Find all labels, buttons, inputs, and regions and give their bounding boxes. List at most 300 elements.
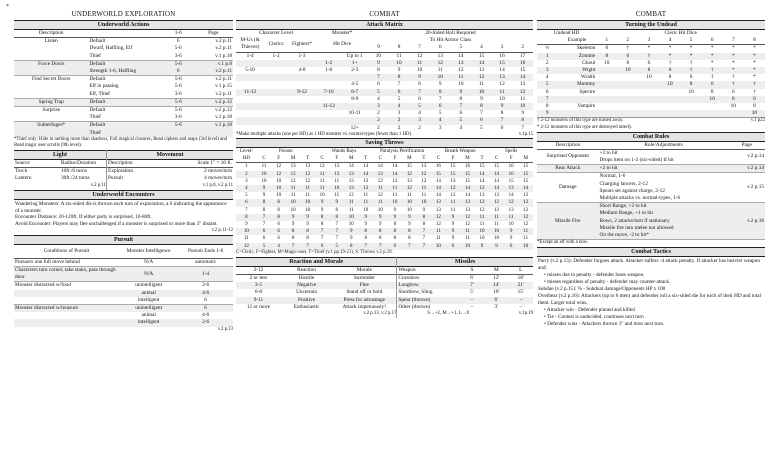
attack-mu-level bbox=[236, 125, 264, 132]
attack-roll-value: 14 bbox=[520, 74, 526, 81]
saves-value: 13 bbox=[290, 164, 296, 170]
turning-result bbox=[638, 89, 659, 96]
saves-value: 11 bbox=[465, 236, 470, 242]
turning-result bbox=[596, 96, 617, 103]
saves-value: 15 bbox=[435, 171, 441, 177]
saves-value: 14 bbox=[464, 185, 470, 191]
saves-value: 13 bbox=[435, 200, 441, 206]
saves-value: 11 bbox=[392, 185, 398, 191]
attack-roll-value: 6 bbox=[438, 103, 442, 110]
turning-result: 10 bbox=[688, 88, 694, 95]
actions-footnote: *Thief only: Hide in nothing more than shadows, Foil magical closures, Read ciphers and maps (3rd level) and Read magic user scrolls (9th level). bbox=[14, 136, 228, 148]
turning-result: * bbox=[731, 45, 735, 52]
saves-value: 7 bbox=[262, 214, 266, 220]
attack-roll-value: 9 bbox=[377, 59, 380, 66]
attack-cleric-level bbox=[264, 89, 288, 96]
action-condition: Elf in passing bbox=[89, 83, 119, 90]
table-row bbox=[14, 175, 106, 182]
saves-value: 12 bbox=[377, 178, 383, 184]
attack-mu-level: 11-12 bbox=[244, 88, 257, 95]
pursuit-ends: 4-6 bbox=[202, 312, 210, 319]
turning-result bbox=[681, 96, 702, 103]
turning-result: † bbox=[710, 67, 714, 74]
movement-rate: 4 moves/turn bbox=[204, 175, 232, 182]
saves-value: 8 bbox=[291, 236, 295, 242]
actions-header-page: Page bbox=[194, 30, 233, 38]
action-roll: 3-6 bbox=[174, 114, 182, 121]
saves-value: 12 bbox=[464, 221, 470, 227]
table-row bbox=[236, 235, 533, 242]
missile-weapon: Longbow bbox=[398, 282, 419, 289]
reaction-heading: Reaction and Morale bbox=[236, 257, 396, 267]
attack-roll-value: 10 bbox=[499, 95, 505, 102]
reaction-roll: 12 or more bbox=[246, 303, 271, 310]
rule-adjustment: +2 to hit bbox=[599, 165, 618, 172]
pursuit-condition bbox=[14, 319, 119, 326]
attack-roll-value: 16 bbox=[520, 59, 526, 66]
saves-group-paralysis: Paralysis Petrification bbox=[380, 148, 425, 154]
rule-description: Damage bbox=[558, 184, 577, 191]
action-roll: 5-6 bbox=[174, 98, 182, 105]
turning-result: † bbox=[731, 74, 735, 81]
saves-value: 9 bbox=[379, 214, 382, 220]
table-row bbox=[236, 207, 533, 214]
saves-value: 10 bbox=[523, 243, 529, 249]
reaction-header-reaction: Reaction bbox=[281, 267, 332, 275]
turning-note-turned: † 2-12 monsters of this type are turned away. bbox=[537, 118, 624, 124]
table-row bbox=[236, 163, 533, 171]
attack-roll-value: 9 bbox=[459, 88, 463, 95]
table-row bbox=[14, 297, 233, 305]
morale-result: Attack impetuously! bbox=[342, 303, 386, 310]
attack-roll-value: 5 bbox=[459, 117, 463, 124]
saves-value: 13 bbox=[406, 178, 412, 184]
missile-short: 6' bbox=[470, 275, 474, 282]
attack-mu-level: 5-10 bbox=[245, 67, 255, 74]
saves-value: 13 bbox=[464, 200, 470, 206]
rule-description: Rear Attack bbox=[555, 165, 581, 172]
saves-value: 14 bbox=[479, 178, 485, 184]
turning-result bbox=[638, 103, 659, 110]
saves-value: 6 bbox=[451, 243, 455, 249]
missile-weapon: Other (thrown) bbox=[398, 303, 431, 310]
saves-class-label: C bbox=[320, 156, 324, 162]
turning-cleric-level: 5 bbox=[689, 37, 693, 44]
attack-mu-level bbox=[236, 74, 264, 81]
light-header-source: Source bbox=[14, 160, 60, 168]
attack-mu-level bbox=[236, 110, 264, 117]
saves-class-label: C bbox=[494, 156, 499, 162]
saves-value: 12 bbox=[377, 193, 383, 199]
turning-heading: Turning the Undead bbox=[537, 20, 765, 30]
attack-roll-value: 15 bbox=[478, 52, 485, 59]
saves-value: 13 bbox=[508, 185, 514, 191]
saves-value: 16 bbox=[508, 164, 514, 170]
rule-adjustment: Bows, 2 attacks/turn if stationary bbox=[599, 217, 670, 224]
turning-result: 8 bbox=[668, 74, 672, 81]
attack-roll-value: 12 bbox=[520, 88, 526, 95]
action-name: Subterfuges* bbox=[37, 122, 66, 129]
saves-value: 15 bbox=[464, 178, 470, 184]
turning-result: 6 bbox=[647, 59, 651, 66]
saves-value: 14 bbox=[479, 171, 485, 177]
table-row bbox=[537, 89, 765, 96]
saves-value: 12 bbox=[421, 178, 427, 184]
table-row bbox=[236, 125, 533, 132]
attack-roll-value: 3 bbox=[377, 103, 380, 110]
attack-monster-hd bbox=[316, 81, 341, 88]
saves-value: 16 bbox=[464, 164, 470, 170]
attack-roll-value: 12 bbox=[416, 52, 423, 59]
table-row bbox=[236, 275, 396, 283]
action-condition: Thief bbox=[89, 52, 101, 59]
pursuit-condition: Monster distracted w/treasure bbox=[15, 304, 78, 311]
action-name: Force Doors bbox=[38, 60, 65, 67]
turning-cleric-level: 4 bbox=[668, 37, 672, 44]
saves-value: 7 bbox=[306, 243, 309, 249]
turning-result: 6 bbox=[753, 95, 756, 102]
reaction-page-ref: v.2 p.13, v.2 p.17 bbox=[363, 311, 397, 317]
saves-value: 9 bbox=[451, 236, 455, 242]
reaction-roll: 2 or less bbox=[249, 275, 268, 282]
turning-cleric-level: 3 bbox=[647, 37, 651, 44]
reaction-roll: 6-8 bbox=[254, 289, 262, 296]
saves-value: 10 bbox=[363, 207, 369, 213]
saves-value: 10 bbox=[276, 193, 282, 199]
attack-roll-value: 6 bbox=[480, 117, 483, 124]
saves-value: 6 bbox=[320, 243, 324, 249]
tactics-overbear-list bbox=[538, 307, 764, 328]
attack-fighter-level bbox=[288, 60, 316, 67]
saves-value: 13 bbox=[479, 185, 485, 191]
saves-value: 12 bbox=[464, 214, 470, 220]
saves-value: 12 bbox=[479, 200, 485, 206]
pursuit-header-ends: Pursuit Ends 1-6 bbox=[178, 245, 233, 258]
turning-result: 8 bbox=[605, 52, 609, 59]
table-row bbox=[236, 110, 533, 117]
light-source: Torch bbox=[15, 168, 28, 175]
column-combat-matrix bbox=[236, 8, 533, 318]
missile-weapon: Shortbow, Sling bbox=[398, 289, 433, 296]
saves-value: 14 bbox=[508, 193, 514, 199]
turning-header-hd-blank bbox=[537, 37, 558, 45]
pursuit-ends: 4-6 bbox=[202, 289, 210, 296]
reaction-result: Negative bbox=[296, 282, 317, 289]
saves-value: 11 bbox=[421, 193, 427, 199]
table-row bbox=[236, 74, 533, 81]
attack-roll-value: 6 bbox=[377, 81, 380, 88]
saves-value: 13 bbox=[508, 207, 514, 213]
turning-result bbox=[596, 103, 617, 110]
saves-value: 11 bbox=[406, 193, 412, 199]
action-page bbox=[194, 130, 233, 137]
missile-long: – bbox=[519, 296, 523, 303]
turning-result: 6 bbox=[668, 67, 672, 74]
saves-value: 7 bbox=[335, 221, 338, 227]
pursuit-heading: Pursuit bbox=[14, 235, 233, 245]
turning-result: 8 bbox=[731, 95, 735, 102]
saves-value: 14 bbox=[435, 178, 441, 184]
table-row bbox=[14, 60, 233, 68]
turning-result: 8 bbox=[753, 103, 756, 110]
attack-cleric-level bbox=[264, 110, 288, 117]
action-page: v.2 p.11 bbox=[215, 68, 232, 75]
attack-roll-value: 10 bbox=[458, 81, 464, 88]
pursuit-intelligence: unintelligent bbox=[135, 304, 163, 311]
attack-roll-value: 3 bbox=[418, 117, 421, 124]
action-roll: 5-6 bbox=[174, 76, 182, 83]
saves-value: 14 bbox=[348, 164, 354, 170]
action-condition: Dwarf, Halfling, Elf bbox=[89, 45, 133, 52]
turning-cleric-level: 2 bbox=[626, 37, 630, 44]
underworld-actions-table bbox=[14, 30, 233, 137]
pursuit-intelligence: animal bbox=[141, 312, 156, 319]
missile-medium: 14' bbox=[493, 282, 500, 289]
turning-result: * bbox=[731, 52, 735, 59]
encounters-line-wandering: Wandering Monsters: A six-sided die is thrown each turn of exploration, a 6 indicating the appearance of a monster. bbox=[15, 200, 227, 214]
table-row bbox=[537, 110, 765, 117]
missile-weapon: Crossbow bbox=[398, 275, 420, 282]
saves-value: 8 bbox=[262, 200, 266, 206]
turning-result bbox=[638, 81, 659, 88]
saves-value: 15 bbox=[494, 164, 500, 170]
saves-class-label: F bbox=[335, 156, 339, 162]
tactics-parry-list bbox=[538, 272, 764, 286]
action-roll: 5-6 bbox=[174, 107, 182, 114]
saves-value: 5 bbox=[262, 243, 266, 249]
attack-cleric-level bbox=[264, 125, 288, 132]
turning-result: * bbox=[668, 45, 672, 52]
rules-header-adjustments: Rule/Adjustments bbox=[599, 142, 729, 150]
attack-roll-value: 3 bbox=[397, 110, 401, 117]
column-combat-rules bbox=[537, 8, 765, 327]
saves-value: 10 bbox=[421, 200, 427, 206]
saves-value: 11 bbox=[508, 214, 514, 220]
saves-value: 8 bbox=[277, 214, 280, 220]
pursuit-header-conditions: Conditions of Pursuit bbox=[14, 245, 119, 258]
attack-monster-hd: 1-6 bbox=[325, 67, 333, 74]
saves-level: 11 bbox=[243, 236, 249, 242]
saves-class-label: F bbox=[451, 156, 455, 162]
saves-value: 11 bbox=[436, 229, 441, 235]
saves-class-label: T bbox=[422, 156, 426, 162]
action-condition: Default bbox=[89, 107, 106, 114]
turning-undead-example: Mummy bbox=[577, 81, 596, 88]
saves-value: 13 bbox=[464, 207, 470, 213]
morale-result: Flee bbox=[359, 282, 369, 289]
attack-roll-value: 2 bbox=[397, 124, 401, 131]
table-row bbox=[14, 290, 233, 297]
attack-roll-value: 4 bbox=[377, 95, 380, 102]
table-row bbox=[537, 53, 765, 60]
rule-adjustment: Drops item on 1-2 (six-sided) if hit bbox=[599, 157, 674, 164]
turning-result: * bbox=[731, 59, 735, 66]
action-condition: Default bbox=[89, 38, 106, 45]
attack-monster-hd-range: 4-5 bbox=[351, 81, 359, 88]
saves-value: 12 bbox=[276, 171, 282, 177]
pursuit-intelligence: N/A bbox=[144, 258, 154, 265]
saves-value: 10 bbox=[479, 229, 485, 235]
attack-ac-label: 4 bbox=[480, 44, 483, 51]
attack-mu-level: 1-4 bbox=[246, 52, 254, 59]
turning-result: 10 bbox=[646, 74, 652, 81]
saves-value: 12 bbox=[435, 214, 441, 220]
saves-value: 13 bbox=[450, 178, 456, 184]
rule-page: v.2 p.16 bbox=[747, 217, 764, 224]
turning-result: * bbox=[647, 45, 651, 52]
turning-result: 6 bbox=[731, 88, 735, 95]
pursuit-ends: 6 bbox=[204, 296, 207, 303]
light-source: Lantern bbox=[15, 175, 32, 182]
attack-cleric-level bbox=[264, 74, 288, 81]
actions-header-blank bbox=[88, 30, 162, 38]
saves-value: 9 bbox=[335, 200, 338, 206]
saves-value: 12 bbox=[450, 185, 456, 191]
saves-value: 9 bbox=[422, 207, 426, 213]
attack-roll-value: 17 bbox=[520, 52, 526, 59]
pursuit-ends: 2-6 bbox=[202, 282, 210, 289]
list-item: • Attacker win - Defender pinned and killed bbox=[544, 307, 764, 314]
missile-medium: 10' bbox=[493, 289, 500, 296]
saves-value: 12 bbox=[290, 171, 296, 177]
attack-roll-value: 2 bbox=[377, 124, 380, 131]
saves-value: 9 bbox=[379, 221, 382, 227]
table-row bbox=[14, 45, 233, 52]
missile-weapon: Spear (thrown) bbox=[398, 296, 431, 303]
saves-value: 11 bbox=[290, 185, 296, 191]
saves-value: 14 bbox=[363, 171, 369, 177]
turning-result: † bbox=[668, 59, 672, 66]
saves-value: 12 bbox=[523, 200, 529, 206]
attack-matrix-table bbox=[236, 30, 533, 132]
turning-result: * bbox=[710, 52, 714, 59]
turning-note-destroyed: * 2-12 monsters of this type are destroyed utterly. bbox=[537, 124, 633, 130]
saves-class-label: M bbox=[290, 156, 296, 162]
missiles-header-long: L bbox=[509, 267, 533, 275]
pursuit-intelligence: animal bbox=[141, 289, 156, 296]
attack-roll-value: 7 bbox=[438, 95, 442, 102]
saves-value: 13 bbox=[377, 171, 383, 177]
saves-value: 8 bbox=[320, 214, 324, 220]
rule-adjustment: Multiple attacks vs. normal-types, 1-6 bbox=[599, 195, 681, 202]
saves-value: 6 bbox=[262, 236, 266, 242]
attack-roll-value: 6 bbox=[459, 110, 463, 117]
saves-value: 11 bbox=[319, 178, 325, 184]
table-row bbox=[236, 214, 533, 221]
saves-value: 8 bbox=[335, 207, 338, 213]
attack-roll-value: 11 bbox=[458, 74, 464, 81]
saves-value: 10 bbox=[435, 243, 441, 249]
turning-result bbox=[617, 74, 638, 81]
turning-result: 10 bbox=[625, 67, 631, 74]
table-row bbox=[236, 81, 533, 88]
saves-value: 10 bbox=[406, 200, 412, 206]
saving-throws-table bbox=[236, 148, 533, 250]
turning-result: 8 bbox=[647, 67, 651, 74]
encounters-heading: Underworld Encounters bbox=[14, 190, 233, 200]
saves-class-label: T bbox=[480, 156, 484, 162]
pursuit-intelligence: N/A bbox=[144, 270, 154, 277]
saves-value: 10 bbox=[276, 185, 282, 191]
attack-roll-value: 8 bbox=[438, 88, 442, 95]
saves-value: 15 bbox=[450, 164, 456, 170]
saves-value: 10 bbox=[348, 221, 354, 227]
attack-sub-mu: M-Us (& Thieves) bbox=[240, 37, 260, 51]
attack-roll-value: 10 bbox=[416, 67, 423, 74]
turning-undead-hd: 5 bbox=[545, 81, 549, 88]
attack-roll-value: 8 bbox=[500, 110, 504, 117]
turning-result bbox=[596, 81, 617, 88]
table-row bbox=[537, 203, 765, 211]
table-row bbox=[14, 168, 106, 176]
reaction-result: Hostile bbox=[298, 275, 315, 282]
action-name: Find Secret Doors bbox=[31, 76, 71, 83]
action-roll: 5-6 bbox=[174, 83, 182, 90]
turning-undead-example: Spectre bbox=[579, 88, 596, 95]
attack-roll-value: 2 bbox=[377, 117, 380, 124]
table-row bbox=[537, 60, 765, 67]
action-page: v.1 p.18 bbox=[215, 52, 232, 59]
table-row bbox=[14, 98, 233, 106]
attack-mu-level bbox=[236, 81, 264, 88]
saves-level: 8 bbox=[245, 214, 248, 220]
saves-value: 14 bbox=[363, 164, 369, 170]
table-row bbox=[236, 60, 533, 67]
turning-undead-hd: 3 bbox=[545, 67, 549, 74]
pursuit-condition bbox=[14, 297, 119, 305]
table-row bbox=[14, 68, 233, 76]
table-row bbox=[397, 297, 533, 304]
turning-result: 6 bbox=[710, 81, 714, 88]
action-roll: 5-6 bbox=[174, 60, 182, 67]
saves-value: 13 bbox=[334, 171, 340, 177]
saves-value: 9 bbox=[408, 214, 411, 220]
saves-class-label: M bbox=[407, 156, 412, 162]
attack-monster-hd bbox=[316, 110, 341, 117]
saves-value: 7 bbox=[335, 236, 338, 242]
saves-value: 15 bbox=[508, 178, 514, 184]
attack-mu-level bbox=[236, 96, 264, 103]
attack-sub-fighters: Fighters* bbox=[292, 40, 313, 47]
saves-value: 12 bbox=[319, 164, 325, 170]
saves-value: 12 bbox=[523, 221, 529, 227]
reaction-result: Uncertain bbox=[296, 289, 317, 296]
turning-result bbox=[617, 89, 638, 96]
saves-value: 12 bbox=[523, 207, 529, 213]
saves-value: 7 bbox=[379, 243, 382, 249]
saves-value: 9 bbox=[451, 221, 455, 227]
attack-roll-value: 12 bbox=[437, 59, 443, 66]
pursuit-ends: 6 bbox=[204, 304, 207, 311]
action-page: v.2 p.11 bbox=[215, 38, 232, 45]
attack-cleric-level bbox=[264, 67, 288, 74]
attack-sub-armor: To Hit Armor Class bbox=[429, 37, 472, 44]
turning-undead-example: Skeleton bbox=[576, 45, 596, 52]
turning-result: * bbox=[731, 67, 735, 74]
action-page: v.2 p.11 bbox=[215, 90, 232, 97]
saves-value: 9 bbox=[451, 229, 455, 235]
saves-value: 8 bbox=[393, 229, 397, 235]
rule-adjustment: Short Range, +2 to hit bbox=[599, 203, 647, 210]
table-row bbox=[14, 312, 233, 319]
saves-value: 11 bbox=[436, 236, 441, 242]
attack-fighter-level bbox=[288, 110, 316, 117]
saves-value: 7 bbox=[320, 229, 324, 235]
attack-roll-value: 14 bbox=[478, 59, 485, 66]
light-radius: 10ft./6 turns bbox=[60, 168, 87, 175]
table-row bbox=[236, 89, 533, 96]
action-roll: 3-6 bbox=[174, 52, 182, 59]
